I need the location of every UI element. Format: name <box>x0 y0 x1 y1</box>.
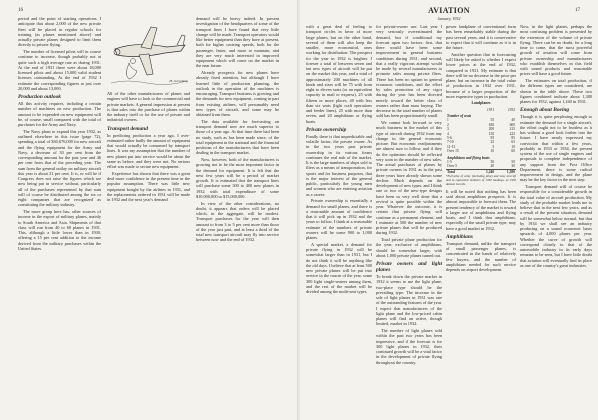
paragraph: Now, however, both of the manufacturers is growing not to be the most important factor in the demand for equipment. It is felt that the next few years will be a period of market growth. It is estimated that the transport lines will purchase some 300 to 400 new planes in 1932 with total expenditure of some $10,000,000 to $15,000,000. <box>196 157 279 199</box>
table-title: Landplanes <box>471 101 491 105</box>
table-cell: 3 <box>447 127 449 132</box>
table-cell: 225 <box>509 131 515 136</box>
section-heading: Amphibians <box>446 233 473 240</box>
running-head-date: January, 1932 <box>437 16 461 21</box>
paragraph: In predicting production a year ago, I over-estimated rather badly the amount of equipment that would actually be consumed by transport lines. It was my assumption that the number of new planes put into service would be about the same as before, and they were not. No serious effort was made to secure new equipment. <box>107 132 190 169</box>
table-cell: 1-5 <box>447 159 452 164</box>
section-heading: Private ownership <box>306 126 347 133</box>
paragraph: All this activity requires, including a certain number of machines on new production. The amount to be expended on new equipment will be, of course, small compared with the total of purchases for the Army and Navy. <box>18 101 101 127</box>
table-header-cell: 1932 <box>507 107 515 112</box>
table-body <box>446 112 516 174</box>
section-heading: Transport demand <box>107 125 148 132</box>
paragraph: Transport demand will of course be responsible for a considerable growth in the total value of aircraft production. My study of the probable market leads me to believe that in the next few years, and as a result of the present situation, demand will be somewhat below normal, but that by 1934 we shall see an industry producing on a sound economic basis upwards of 4,000 planes per year. Whether the curve of growth will correspond closely to that of the automobile industry in its early days remains to be seen, but I have little doubt that aviation will eventually find its place as one of the country's great industries. <box>520 184 592 268</box>
paragraph: for private-owner use. Last year I very seriously overestimated the demand, but if conditional my forecast upon two factors: first, that there would have been some improvement in general business conditions during 1931, and second, that a really vigorous attempt would be made by several manufacturers to promote sales among private fliers. There has been no upturn in general economic conditions, and the effort by sales promotion of any vigor during the year has been directed merely toward the better class of owners rather than mass buying. The decrease in the total number of planes sold has been proportionately small. <box>376 24 442 119</box>
left-column-2 <box>107 16 190 204</box>
paragraph: Experience has shown that there was a great deal more confidence in the present time in the popular assumption. There was little new equipment bought by the airlines in 1931, and the replacements ordered in 1931 will be made in 1932 and the next year's demand <box>107 170 190 202</box>
paragraph: Another question that in forecasting will likely be asked is whether I expect lower prices at the end of 1932, compared to 1931. My estimate is that there will be no decrease in the price per plane, but an increase in the total value of production in 1932 over 1931, because of a larger proportion of the more expensive types in production. <box>446 51 516 99</box>
table-cell: 50 <box>490 159 495 164</box>
table-cell: 215 <box>509 127 515 132</box>
right-column-2 <box>376 24 442 366</box>
paragraph: Though it is quite perplexing enough to estimate the demand for a single aircraft, the effort ought not to be fruitless as it has without a good look further into the future. I have nearly expressed my conviction that within a few years, probably in 1933 or 1934, the present system of the use of single engines and proposals to complete independence of any support from the Post Office Department, there is some radical improvement in design, and the plane may be the key factor in the next step. <box>520 114 592 183</box>
running-head: AVIATION <box>428 6 470 15</box>
section-heading: Private owners and light planes <box>376 261 442 273</box>
table-cell: 600 <box>509 122 515 127</box>
page-number-left: 16 <box>18 8 23 13</box>
table-cell: 55 <box>490 118 495 123</box>
paragraph: Total private plane production for the year, exclusive of amphibians, should be somewhat larger, with about 1,000 private planes turned out. <box>376 237 442 258</box>
table-cell: 150 <box>488 131 495 136</box>
paragraph: Private ownership is essentially a demand for small planes, and there is a reasonable amount of confidence that it will pick up in 1932 and the years to follow. I think at a reasonable estimate of the numbers of private owners will be some 900 to 1,000 planes. <box>306 198 372 240</box>
left-column-1 <box>18 16 101 253</box>
table-cell: 30 <box>511 164 515 169</box>
paragraph: The data available for forecasting on transport demand now are much superior to those of a year ago. At that time there had been no study, such as has been made since, of the total equipment in the stational and the financial positions of the manufacturers that have been dealing in the transport market. <box>196 118 279 156</box>
table-cell: 25 <box>490 140 495 145</box>
table-total-cell: 1,240 <box>474 169 495 174</box>
paragraph: In view of the other considerations, no doubt, it appears that orders will be placed which, in the aggregate, will be modest. Transport purchases for the year will then amount to from 3 to 5 per cent more than those of the year just past, and at least a third of the total new transport aircraft may fly into service between now and the end of 1932. <box>196 200 279 243</box>
table-cell: 10 <box>511 144 515 149</box>
paragraph: power landplane of conventional form has been remarkably stable during the past several years, and it is conservative to expect that it will continue as it is in the future. <box>446 24 516 50</box>
paragraph: It will be noted that nothing has been said about amphibian prospects. It is almost impossible to forecast them. The present tendency of the market is toward a larger use of amphibians and flying boats, and I think that amphibians, especially of the small private type, may have a good market in 1932. <box>446 188 516 231</box>
table-cell: 10 <box>490 149 495 154</box>
paragraph: The more group here has, other sources of income in the export of military planes, mainly to South America and Asia. Shipments of that class will run from 40 to 60 planes in 1931. This, although a little lower than in 1930, offering a 15 per cent addition to the income derived from the military purchases within the United States. <box>18 209 101 251</box>
paragraph: The number of light planes sold within the past two years has been impressive, and if the forecast is for 300 light planes in 1932, their continued growth will be a vital factor in the development of private flying throughout the country. <box>376 328 442 365</box>
table-cell: 50 <box>511 159 515 164</box>
table-cell: 7-10 <box>447 140 454 145</box>
table-footnote: *Exclusive of army (including pilot) and navy aircraft and to equivalent numbers of 1930 landings, as 1930 dataset records. <box>446 174 516 186</box>
right-column-1 <box>306 24 372 296</box>
table-cell: 4 <box>447 131 449 136</box>
table-cell: 5 <box>492 144 495 149</box>
table-cell: 95 <box>490 135 495 140</box>
left-column-3 <box>196 16 279 244</box>
illustration-credit: H. Gressberg <box>169 79 188 83</box>
table-cell: 40 <box>511 118 515 123</box>
production-table <box>446 108 516 175</box>
table-cell: 20 <box>490 164 495 169</box>
page-number-right: 17 <box>575 8 580 13</box>
right-page <box>300 0 598 420</box>
table-cell: Over 5 <box>447 164 457 169</box>
table-cell: 1 <box>447 118 449 123</box>
table-cell: 2 <box>447 122 449 127</box>
paragraph: demand will be heavy indeed. In present investigation of the headquarters of some of the transport lines I have found that very little change will be made. Transport operators would like better equipment than they have at present, both for higher cruising speeds, both for the passenger, faster, and more to maintain, and they are very much interested in improved equipment which will come on the market in the near future. <box>196 16 279 69</box>
right-column-3 <box>446 24 516 274</box>
left-page <box>0 0 298 420</box>
cartoon-illustration <box>107 19 190 89</box>
paragraph: To break down the private market in 1932 it seems to me the light plane, two-place type should be the prevailing type. The increase in the sale of light planes in 1931 was one of the outstanding features of the year. I expect that manufacturers of the light plane and the low-priced cabin planes will find an active, though limited, market in 1932. <box>376 274 442 327</box>
paragraph: Finally there is that unpredictable and volatile factor, the private owner. As in the two years past private ownership in its various forms continues the real nub of the market. It is the large numbers of ships sold to fliers as a means of transportation, for sports and for business purposes, that is the major interest of the general public, particularly the young men and women who are entering aviation as a career. <box>306 133 372 197</box>
table-header-cell: 1931 <box>486 107 495 112</box>
paragraph: Already prospects for new planes have already fixed attention, but although I have learned little of production planning, the outlook in the operation of the machines is encouraging. Transport business is growing and the demands for new equipment, coming in part from existing airlines, will presumably need new types of aircraft, and some may be obtained from them. <box>196 70 279 117</box>
paragraph: period and the point of starting operations. I anticipate that about 2,000 of the new private fleet will be placed in regular schools for training (as planes mentioned above) and actually private planes designed to limit them directly to private flying. <box>18 16 101 48</box>
paragraph: A special market, a demand for private flying in 1932 will be somewhat larger than in 1931, but I do not think it will be anything like the old days. I believe that at least 500 new private planes will be put into service in the course of the year, some 300 light single-seaters among them, and the rest of the market will be divided among the multi-seat types. <box>306 241 372 294</box>
paragraph: with a great deal of feeling to transport circles in favor of more large planes, but on the other hand, several of them will also keep the smaller, more economical, ones working for distribution. The prospect for the year in 1932 is brighter. I foresee a total of between seven and ten new types of aircraft will be put on the market this year, and a total of approximately 200 machines of all kinds and sizes will be 75 with from eight to eleven seats (or an equivalent capacity in mail or express), 25 with fifteen or more places, 40 with less than six seats (light craft operations and feeder lines), 25 with more than seven, and 20 amphibians or flying boats. <box>306 24 372 124</box>
paragraph: Transport demand, unlike the transport of small passenger planes, is concentrated in the hands of relatively few buyers, and the number of amphibians needed for such service depends on airport development. <box>446 240 516 273</box>
paragraph: The number of licensed pilots will in course continue to increase, though probably not at quite such a high average rate as during 1931. At the end of 1931 there were about 18,000 licensed pilots and about 15,000 valid student licenses outstanding. At the end of 1932 I estimate the corresponding figures at just over 20,000 and about 13,000. <box>18 49 101 91</box>
table-cell: 65 <box>511 140 515 145</box>
table-cell: 200 <box>488 127 495 132</box>
paragraph: All of the other manufacturers of planes and engines will have to look to the commercial and private markets. A general impression at present is that sales into the purchase of planes within the industry itself or for the use of private and industrial owners. <box>107 91 190 123</box>
table-total-cell: Total <box>446 169 474 174</box>
table-cell: 85 <box>511 135 515 140</box>
table-total-cell: 1,380 <box>495 169 516 174</box>
paragraph: We cannot look forward to very much business in the market of this type of aircraft during 1932 from any change in the general economic picture. But economic readjustments are almost sure to follow, and if they do the optimism should be reflected very soon in the number of new sales. The actual purchases of planes by private owners in 1931 as in the past three years have already shown some decline. Much depends on the development of new types, and I think one or two of the new-type designs have been so very well done that a revival is quite possible within the year. Whatever the outcome, it is certain that private flying will continue as a permanent element, and I estimate at 500 the number of new private planes that will be produced during 1932. <box>376 120 442 236</box>
paragraph: Now, in the light planes, perhaps the most confusing problem is presented by the extension of the volume of private flying. There can be no doubt, for a long time to come, that the most powerful growth of aviation will come from private ownership and manufacturers who establish themselves in this field with sound products and reasonable prices will have a good future. <box>520 24 592 77</box>
table-cell: 60 <box>511 149 515 154</box>
paragraph: The estimates on total production, if the different types are considered, are shown in the table above. These two figures combined indicate about 1,380 planes for 1932, against 1,240 in 1931. <box>520 78 592 104</box>
section-heading: Production outlook <box>18 94 61 100</box>
table-cell: 5-6 <box>447 135 452 140</box>
table-cell: 630 <box>488 122 495 127</box>
section-heading: Enough about Boeing <box>520 107 570 114</box>
table-cell: Over 15 <box>447 149 459 154</box>
paragraph: The Navy plans to expand this year 1932, as outlined elsewhere in this issue (page 72), spending a total of $30,676,000 for new aircraft and the flying equipment for the Army and Navy, a decrease of 30 per cent from the corresponding amount for the past year and 46 per cent from that of the preceding year. The sum from the general outlay on military aircraft this year is about 21 per cent. It is, or will be if Congress does not raise the figures which are now being put in service without, particularly all of the purchases represented by that sum will of course be distributed among the six or eight companies that are recognized as constituting the military industry. <box>18 128 101 208</box>
table-section-label: Amphibians and flying boats <box>447 155 490 160</box>
table-cell: 11-15 <box>447 144 456 149</box>
table-section-label: Number of seats <box>447 113 472 118</box>
right-column-4 <box>520 24 592 270</box>
